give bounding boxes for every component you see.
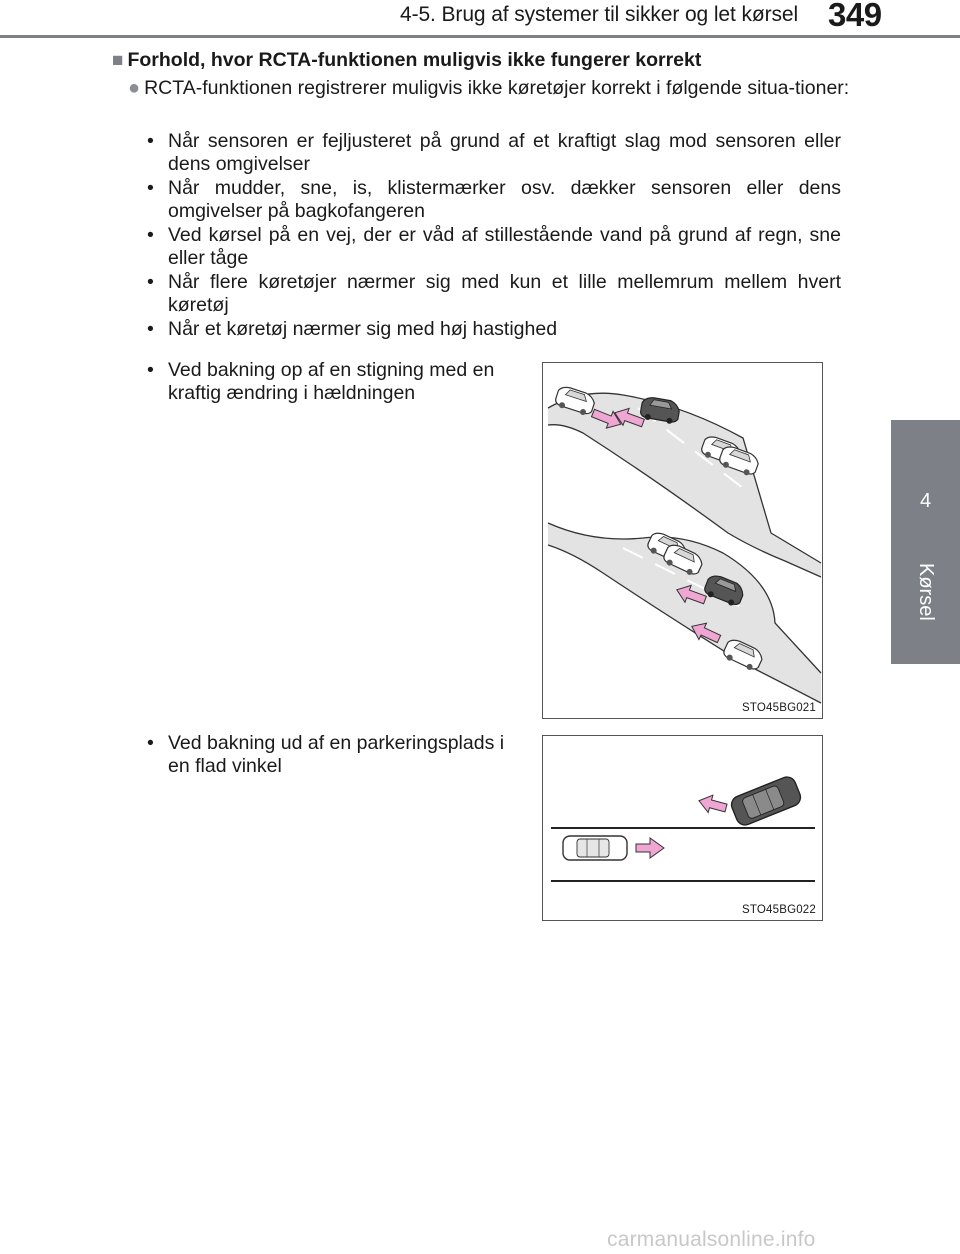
list-item: • Når flere køretøjer nærmer sig med kun et lille mellemrum mellem hvert køretøj bbox=[147, 271, 841, 317]
figure-code: STO45BG021 bbox=[741, 702, 816, 714]
chapter-tab[interactable] bbox=[891, 420, 960, 664]
square-bullet-icon: ■ bbox=[112, 50, 124, 71]
intro-paragraph bbox=[128, 75, 858, 101]
figure-angled-parking bbox=[542, 735, 823, 921]
running-header: 4-5. Brug af systemer til sikker og let kørsel bbox=[400, 3, 799, 26]
intro-text: RCTA-funktionen registrerer muligvis ikke køretøjer korrekt i følgende situa-tioner: bbox=[144, 77, 850, 99]
section-heading-text: Forhold, hvor RCTA-funktionen muligvis ikke fungerer korrekt bbox=[127, 49, 702, 71]
figure-code: STO45BG022 bbox=[741, 904, 816, 916]
figure-slope-reversing bbox=[542, 362, 823, 719]
bullet-dot-icon: • bbox=[147, 359, 154, 381]
list-item: • Når sensoren er fejljusteret på grund af et kraftigt slag mod sensoren eller dens omgivelser bbox=[147, 130, 841, 175]
list-item: • Når et køretøj nærmer sig med høj hastighed bbox=[147, 318, 558, 341]
bullet-dot-icon: • bbox=[147, 130, 154, 152]
page-number: 349 bbox=[828, 0, 882, 33]
header-rule bbox=[0, 35, 960, 38]
bullet-dot-icon: • bbox=[147, 732, 154, 754]
bullet-dot-icon: • bbox=[147, 318, 154, 341]
conditions-list bbox=[147, 130, 841, 343]
chapter-label: Kørsel bbox=[915, 563, 937, 621]
circle-bullet-icon: ● bbox=[128, 77, 141, 99]
bullet-dot-icon: • bbox=[147, 177, 154, 200]
bullet-dot-icon: • bbox=[147, 271, 154, 294]
watermark: carmanualsonline.info bbox=[607, 1228, 816, 1251]
list-item: • Når mudder, sne, is, klistermærker osv. dækker sensoren eller dens omgivelser på bagkofangeren bbox=[147, 177, 841, 222]
figure-1-caption: • Ved bakning op af en stigning med en kraftig ændring i hældningen bbox=[147, 359, 495, 404]
angled-parking-icon bbox=[543, 736, 824, 922]
figure-2-caption: • Ved bakning ud af en parkeringsplads i en flad vinkel bbox=[147, 732, 505, 777]
section-heading bbox=[112, 47, 701, 74]
bullet-dot-icon: • bbox=[147, 224, 154, 247]
chapter-number: 4 bbox=[919, 490, 932, 512]
slope-reversing-icon bbox=[543, 363, 824, 720]
list-item: • Ved kørsel på en vej, der er våd af stillestående vand på grund af regn, sne eller tåge bbox=[147, 224, 841, 269]
